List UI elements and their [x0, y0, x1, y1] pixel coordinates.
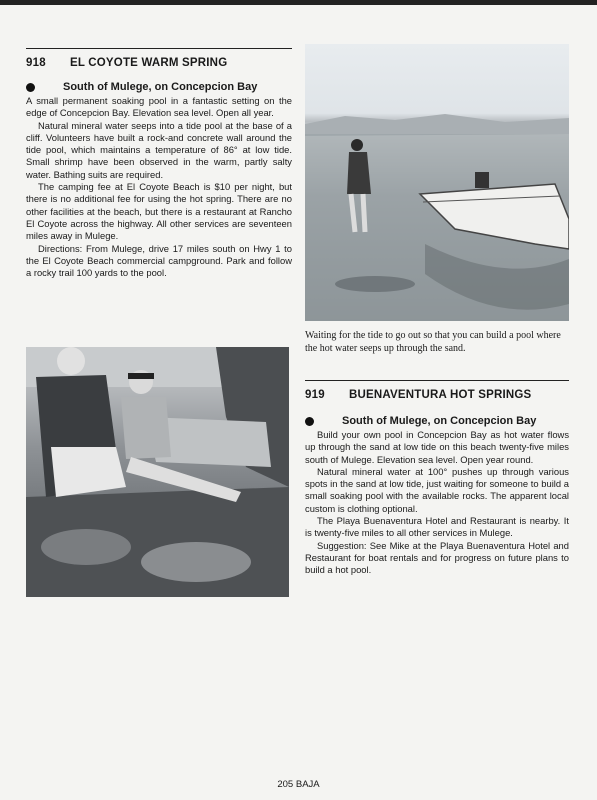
distant-hills [305, 114, 569, 136]
paragraph: The Playa Buenaventura Hotel and Restaurant is nearby. It is twenty-five miles to all other services in Mulege. [305, 515, 569, 539]
photo-caption: Waiting for the tide to go out so that you can build a pool where the hot water seeps up through the sand. [305, 330, 561, 354]
paragraph: Build your own pool in Concepcion Bay as hot water flows up through the sand at low tide on this beach twenty-five miles south of Mulege. Elevation sea level. Open year round. [305, 429, 569, 465]
entry-heading [305, 381, 569, 401]
paragraph: Directions: From Mulege, drive 17 miles south on Hwy 1 to the El Coyote Beach commercial campground. Park and follow a rocky trail 100 yards to the pool. [26, 242, 292, 279]
photo-soaking-pool-drawing [26, 347, 289, 597]
photo-soaking-pool [26, 347, 289, 597]
shore-rock [335, 276, 415, 292]
photo-beach-boat-drawing [305, 44, 569, 321]
entry-title: EL COYOTE WARM SPRING [70, 57, 228, 69]
entry-918 [26, 48, 292, 279]
person-head [351, 139, 363, 151]
section-name: BAJA [295, 779, 320, 790]
paragraph: Suggestion: See Mike at the Playa Buenaventura Hotel and Restaurant for boat rentals and for progress on future plans to build a hot pool. [305, 539, 569, 576]
bullet-icon [26, 83, 35, 92]
entry-title: BUENAVENTURA HOT SPRINGS [349, 389, 532, 401]
page-footer [0, 779, 597, 790]
person-left-head [57, 347, 85, 375]
page-number: 205 [277, 779, 294, 790]
person-body [347, 152, 371, 194]
entry-heading [26, 49, 292, 69]
paragraph: A small permanent soaking pool in a fantastic setting on the edge of Concepcion Bay. Elevation sea level. Open all year. [26, 95, 292, 119]
paragraph: The camping fee at El Coyote Beach is $10 per night, but there is no additional fee for using the hot spring. There are no other facilities at the beach, but there is a restaurant at Rancho El Coyote across the highway. All other services are seventeen miles away in Mulege. [26, 181, 292, 242]
location-line [305, 415, 569, 427]
top-edge-bar [0, 0, 597, 5]
paragraph: Natural mineral water at 100° pushes up through various spots in the sand at low tide, just waiting for someone to build a small soaking pool with the available rocks. The apparent local custom is clothing optional. [305, 465, 569, 514]
location-line [26, 81, 292, 93]
person-right-shirt [121, 397, 171, 459]
photo-beach-boat [305, 44, 569, 321]
entry-number: 919 [305, 389, 325, 401]
foreground-rock [141, 542, 251, 582]
location-text: South of Mulege, on Concepcion Bay [342, 415, 537, 427]
entry-number: 918 [26, 57, 46, 69]
person-left-legs [51, 447, 126, 497]
paragraph: Natural mineral water seeps into a tide pool at the base of a cliff. Volunteers have built a rock-and concrete wall around the tide pool, which maintains a temperature of 86° at low tide. Small shrimp have been observed in the warm, partly salty water. Bathing suits are required. [26, 119, 292, 180]
boat-motor [475, 172, 489, 188]
bullet-icon [305, 417, 314, 426]
entry-919 [305, 380, 569, 577]
person-right-cap [128, 373, 154, 379]
foreground-rock [41, 529, 131, 565]
location-text: South of Mulege, on Concepcion Bay [63, 81, 258, 93]
